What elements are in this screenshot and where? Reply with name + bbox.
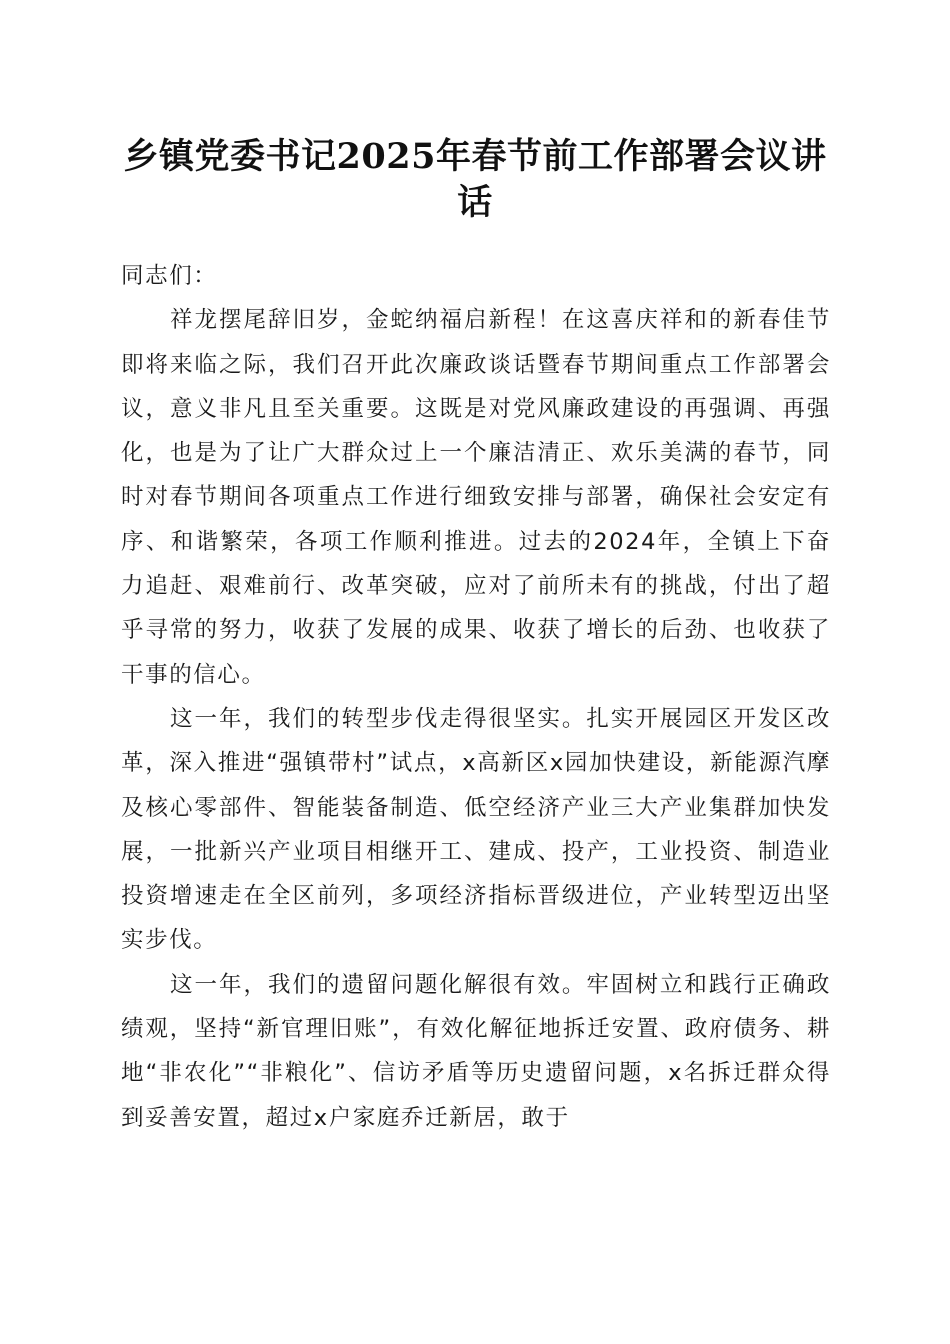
paragraph-2: 这一年，我们的转型步伐走得很坚实。扎实开展园区开发区改革，深入推进“强镇带村”试点，x高新区x园加快建设，新能源汽摩及核心零部件、智能装备制造、低空经济产业三大产业集群加快发展，一批新兴产业项目相继开工、建成、投产，工业投资、制造业投资增速走在全区前列，多项经济指标晋级进位，产业转型迈出坚实步伐。 [121,705,831,954]
paragraph-1: 祥龙摆尾辞旧岁，金蛇纳福启新程！在这喜庆祥和的新春佳节即将来临之际，我们召开此次廉政谈话暨春节期间重点工作部署会议，意义非凡且至关重要。这既是对党风廉政建设的再强调、再强化，也是为了让广大群众过上一个廉洁清正、欢乐美满的春节，同时对春节期间各项重点工作进行细致安排与部署，确保社会安定有序、和谐繁荣，各项工作顺利推进。过去的2024年，全镇上下奋力追赶、艰难前行、改革突破，应对了前所未有的挑战，付出了超乎寻常的努力，收获了发展的成果、收获了增长的后劲、也收获了干事的信心。 [121,307,831,688]
salutation: 同志们： [121,263,218,289]
document-title: 乡镇党委书记2025年春节前工作部署会议讲话 [123,136,827,223]
document-body [121,254,831,1140]
paragraph-3: 这一年，我们的遗留问题化解很有效。牢固树立和践行正确政绩观，坚持“新官理旧账”，有效化解征地拆迁安置、政府债务、耕地“非农化”“非粮化”、信访矛盾等历史遗留问题，x名拆迁群众得到妥善安置，超过x户家庭乔迁新居，敢于 [121,971,831,1131]
